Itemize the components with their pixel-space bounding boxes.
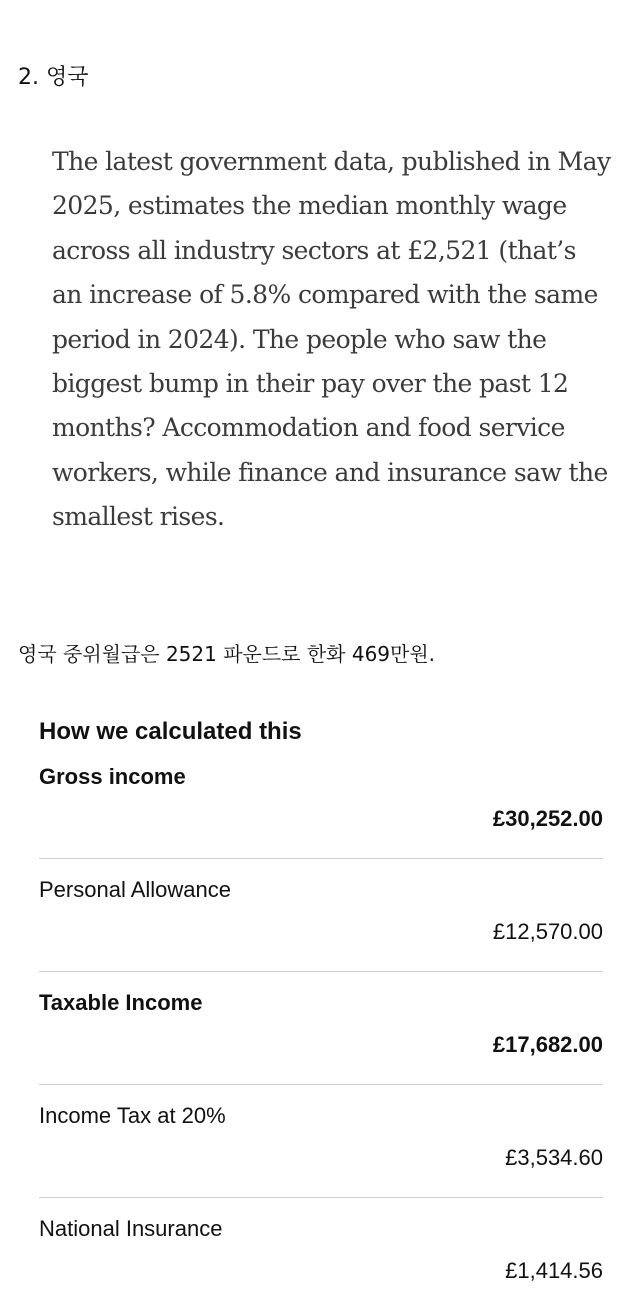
section-heading: 2. 영국 (18, 65, 89, 90)
quoted-article-text: The latest government data, published in May 2025, estimates the median monthly wage across all industry sectors at £2,521 (that’s an increase of 5.8% compared with the same period in 2024). The people who saw the biggest bump in their pay over the past 12 months? Accommodation and food service workers, while finance and insurance saw the smallest rises. (52, 147, 611, 532)
calculation-panel (39, 712, 603, 1283)
calc-row-gross-income (39, 746, 603, 859)
calc-row-value: £12,570.00 (492, 919, 603, 944)
calc-row-label: Personal Allowance (39, 877, 232, 902)
calc-row-label: Taxable Income (39, 990, 203, 1015)
calc-row-value: £17,682.00 (492, 1032, 603, 1057)
calc-row-personal-allowance (39, 859, 603, 972)
korean-summary-note: 영국 중위월급은 2521 파운드로 한화 469만원. (18, 642, 436, 666)
calc-row-value: £1,414.56 (505, 1258, 603, 1283)
calc-row-income-tax (39, 1085, 603, 1198)
calc-row-taxable-income (39, 972, 603, 1085)
calculation-rows (39, 746, 603, 1310)
calc-row-national-insurance (39, 1198, 603, 1310)
calc-row-value: £30,252.00 (492, 806, 603, 831)
calc-row-label: National Insurance (39, 1216, 223, 1241)
calculation-title: How we calculated this (39, 718, 302, 745)
calc-row-value: £3,534.60 (505, 1145, 603, 1170)
calc-row-label: Income Tax at 20% (39, 1103, 226, 1128)
calc-row-label: Gross income (39, 764, 186, 789)
